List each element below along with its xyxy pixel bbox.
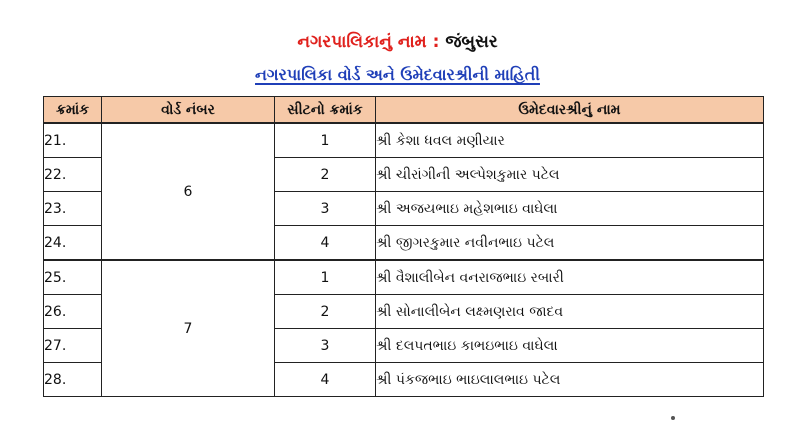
candidate-name-cell: શ્રી સોનાલીબેન લક્ષ્મણરાવ જાદવ	[376, 295, 764, 329]
seat-cell: 2	[275, 295, 376, 329]
candidate-name-cell: શ્રી પંકજભાઇ ભાઇલાલભાઇ પટેલ	[376, 363, 764, 397]
serial-cell: 26.	[44, 295, 102, 329]
page-subtitle	[0, 63, 795, 87]
seat-cell: 2	[275, 158, 376, 192]
title-colon: :	[432, 32, 440, 52]
seat-cell: 3	[275, 192, 376, 226]
serial-cell: 22.	[44, 158, 102, 192]
table-row	[44, 123, 764, 158]
ward-number-cell: 6	[102, 123, 275, 260]
ward-number-cell: 7	[102, 260, 275, 397]
table-header-row	[44, 97, 764, 124]
serial-cell: 24.	[44, 226, 102, 261]
column-header-candidate: ઉમેદવારશ્રીનું નામ	[376, 97, 764, 124]
seat-cell: 3	[275, 329, 376, 363]
seat-cell: 4	[275, 363, 376, 397]
seat-cell: 1	[275, 260, 376, 295]
subtitle-text: નગરપાલિકા વોર્ડ અને ઉમેદવારશ્રીની માહિતી	[255, 65, 540, 84]
candidate-name-cell: શ્રી ચીરાંગીની અલ્પેશકુમાર પટેલ	[376, 158, 764, 192]
serial-cell: 28.	[44, 363, 102, 397]
candidate-table	[43, 96, 764, 397]
serial-cell: 25.	[44, 260, 102, 295]
column-header-serial: ક્રમાંક	[44, 97, 102, 124]
candidate-name-cell: શ્રી વૈશાલીબેન વનરાજભાઇ રબારી	[376, 260, 764, 295]
municipality-label: નગરપાલિકાનું નામ	[297, 32, 427, 52]
seat-cell: 4	[275, 226, 376, 261]
table-row	[44, 260, 764, 295]
serial-cell: 21.	[44, 123, 102, 158]
column-header-ward: વોર્ડ નંબર	[102, 97, 275, 124]
column-header-seat: સીટનો ક્રમાંક	[275, 97, 376, 124]
seat-cell: 1	[275, 123, 376, 158]
page-title	[0, 30, 795, 54]
candidate-name-cell: શ્રી અજયભાઇ મહેશભાઇ વાઘેલા	[376, 192, 764, 226]
serial-cell: 27.	[44, 329, 102, 363]
candidate-name-cell: શ્રી દલપતભાઇ કાભઇભાઇ વાઘેલા	[376, 329, 764, 363]
serial-cell: 23.	[44, 192, 102, 226]
candidate-name-cell: શ્રી જીગરકુમાર નવીનભાઇ પટેલ	[376, 226, 764, 261]
municipality-name: જંબુસર	[445, 32, 498, 52]
candidate-name-cell: શ્રી કેશા ધવલ મણીયાર	[376, 123, 764, 158]
stray-dot	[671, 416, 675, 420]
